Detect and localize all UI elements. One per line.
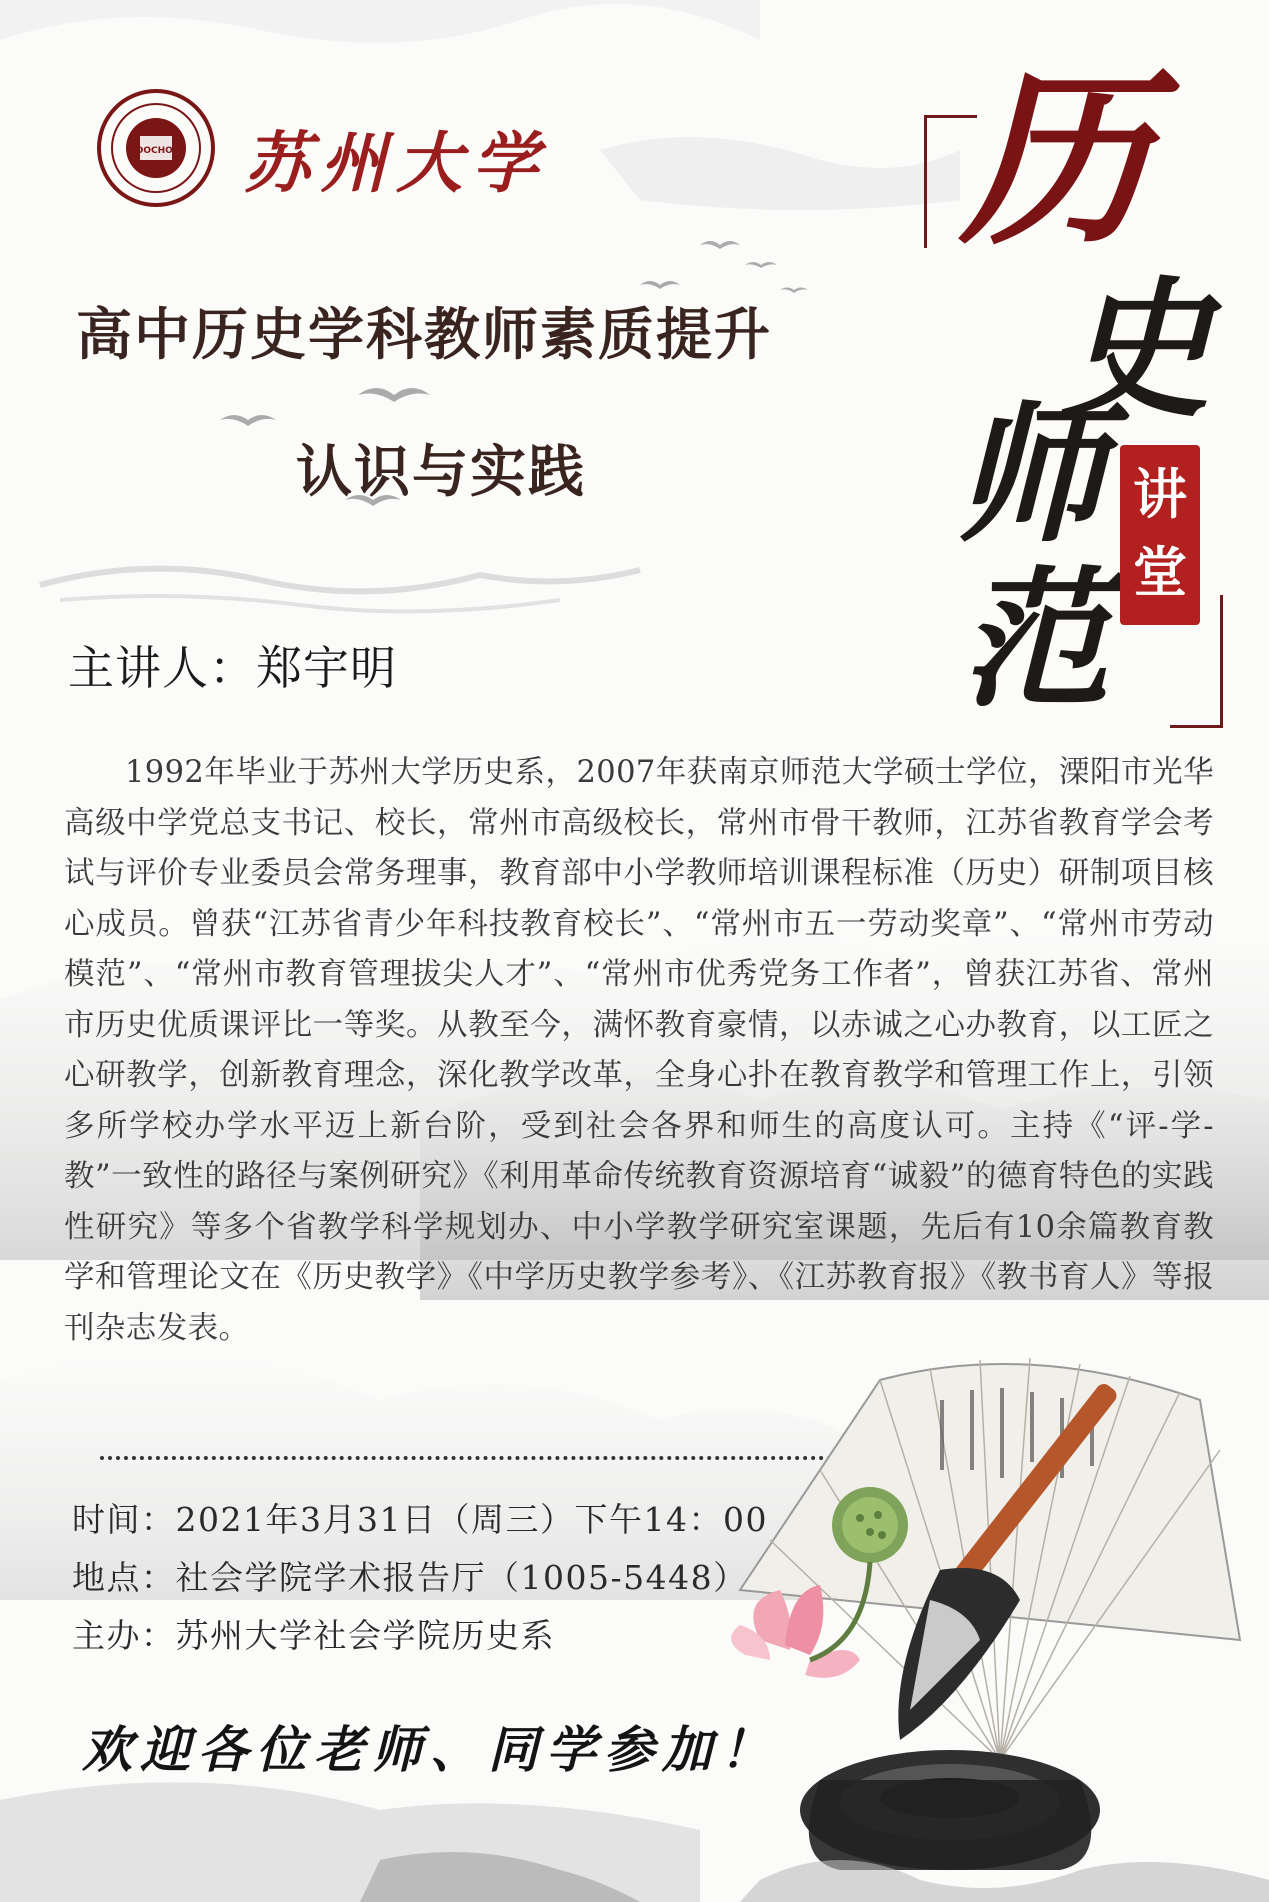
fan-brush-inkstone-illustration — [700, 1340, 1269, 1902]
series-char: 历 — [960, 48, 1151, 271]
university-seal-icon — [96, 88, 216, 208]
inkstone-icon — [800, 1750, 1100, 1870]
talk-subtitle: 认识与实践 — [296, 439, 586, 505]
event-host: 主办：苏州大学社会学院历史系 — [72, 1616, 555, 1655]
speaker-bio: 1992年毕业于苏州大学历史系，2007年获南京师范大学硕士学位，溧阳市光华高级中学党总支书记、校长，常州市高级校长，常州市骨干教师，江苏省教育学会考试与评价专业委员会常务理事，教育部中小学教师培训课程标准（历史）研制项目核心成员。曾获“江苏省青少年科技教育校长”、“常州市五一劳动奖章”、“常州市劳动模范”、“常州市教育管理拔尖人才”、“常州市优秀党务工作者”，曾获江苏省、常州市历史优质课评比一等奖。从教至今，满怀教育豪情，以赤诚之心办教育，以工匠之心研教学，创新教育理念，深化教学改革，全身心扑在教育教学和管理工作上，引领多所学校办学水平迈上新台阶，受到社会各界和师生的高度认可。主持《“评-学-教”一致性的路径与案例研究》《利用革命传统教育资源培育“诚毅”的德育特色的实践性研究》等多个省教学科学规划办、中小学教学研究室课题，先后有10余篇教育教学和管理论文在《历史教学》《中学历史教学参考》、《江苏教育报》《教书育人》等报刊杂志发表。 — [64, 755, 1214, 1346]
event-time: 时间：2021年3月31日（周三）下午14：00 — [72, 1500, 768, 1539]
welcome-message: 欢迎各位老师、同学参加！ — [82, 1720, 778, 1779]
speaker: 主讲人：郑宇明 — [68, 641, 397, 695]
university-name: 苏州大学 — [244, 124, 548, 202]
university-logo — [96, 88, 556, 208]
talk-title: 高中历史学科教师素质提升 — [76, 302, 772, 368]
series-char: 史 — [1060, 262, 1211, 438]
stamp-char: 堂 — [1133, 540, 1187, 604]
series-title — [920, 48, 1250, 735]
series-char: 范 — [960, 552, 1111, 728]
series-char: 师 — [955, 387, 1106, 563]
lecture-hall-stamp — [1120, 445, 1200, 625]
svg-text:SOOCHOW: SOOCHOW — [129, 146, 183, 156]
stamp-char: 讲 — [1133, 462, 1187, 526]
event-place: 地点：社会学院学术报告厅（1005-5448） — [72, 1558, 748, 1597]
